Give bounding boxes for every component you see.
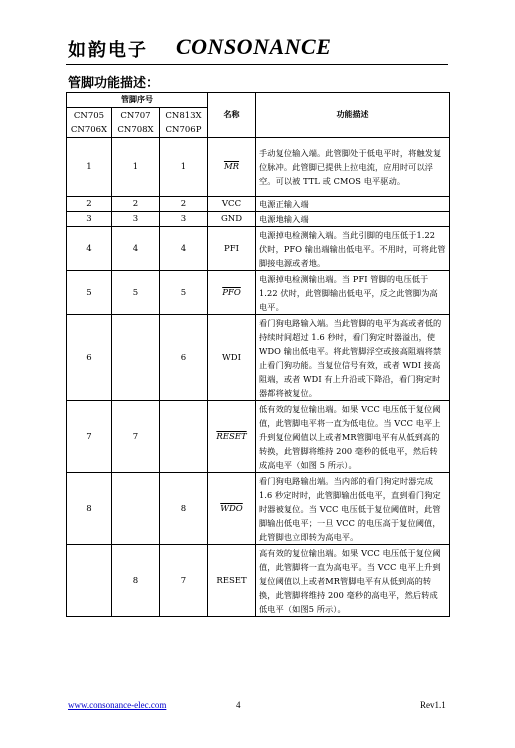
pin-name-cell: RESET bbox=[208, 401, 256, 473]
page-number: 4 bbox=[236, 700, 241, 710]
page-header bbox=[66, 34, 448, 65]
function-description-cell: 电源地输入端 bbox=[256, 212, 450, 227]
pin-number-cell: 6 bbox=[67, 315, 112, 401]
pin-number-cell: 4 bbox=[160, 227, 208, 271]
table-row bbox=[67, 545, 450, 617]
pin-number-cell: 5 bbox=[160, 271, 208, 315]
pin-number-cell: 4 bbox=[112, 227, 160, 271]
table-row bbox=[67, 473, 450, 545]
pin-name-cell: $\overline{PFO}$ bbox=[208, 271, 256, 315]
pin-number-cell bbox=[112, 315, 160, 401]
pin-name-cell: GND bbox=[208, 212, 256, 227]
function-description-cell: 看门狗电路输入端。当此管脚的电平为高或者低的持续时间超过 1.6 秒时，看门狗定时器溢出，使 WDO 输出低电平。将此管脚浮空或接高阻端将禁止看门狗功能。当复位信号有效，或者 WDI 接高阻端，或者 WDI 有上升沿或下降沿，看门狗定时器都将被复位。 bbox=[256, 315, 450, 401]
model-column-header: CN705 CN706X bbox=[67, 108, 112, 138]
function-description-cell: 电源掉电检测输出端。当 PFI 管脚的电压低于 1.22 伏时，此管脚输出低电平，反之此管脚为高电平。 bbox=[256, 271, 450, 315]
table-row bbox=[67, 197, 450, 212]
pin-number-cell: 1 bbox=[67, 138, 112, 197]
table-row bbox=[67, 227, 450, 271]
name-header: 名称 bbox=[208, 93, 256, 138]
table-row bbox=[67, 212, 450, 227]
pin-number-group-header: 管脚序号 bbox=[67, 93, 208, 108]
pin-number-cell: 5 bbox=[67, 271, 112, 315]
pin-number-cell: 3 bbox=[160, 212, 208, 227]
pin-number-cell: 8 bbox=[67, 473, 112, 545]
function-description-cell: 电源掉电检测输入端。当此引脚的电压低于1.22 伏时，PFO 输出端输出低电平。不用时，可将此管脚接电源或者地。 bbox=[256, 227, 450, 271]
function-header: 功能描述 bbox=[256, 93, 450, 138]
function-description-cell: 手动复位输入端。此管脚处于低电平时，将触发复位脉冲。此管脚已提供上拉电流，应用时可以浮空。可以被 TTL 或 CMOS 电平驱动。 bbox=[256, 138, 450, 197]
pin-name-cell: $\overline{MR}$ bbox=[208, 138, 256, 197]
pin-number-cell bbox=[160, 401, 208, 473]
pin-number-cell: 7 bbox=[112, 401, 160, 473]
function-description-cell: 低有效的复位输出端。如果 VCC 电压低于复位阈值，此管脚电平将一直为低电位。当 VCC 电平上升到复位阈值以上或者MR管脚电平有从低到高的转换，此管脚将维持 200 毫秒的低电平，然后转成高电平（如图 5 所示）。 bbox=[256, 401, 450, 473]
pin-number-cell: 3 bbox=[112, 212, 160, 227]
brand-english: CONSONANCE bbox=[176, 34, 332, 59]
pin-function-table bbox=[66, 92, 450, 617]
pin-number-cell: 4 bbox=[67, 227, 112, 271]
pin-name-cell: VCC bbox=[208, 197, 256, 212]
pin-number-cell bbox=[112, 473, 160, 545]
model-column-header: CN813X CN706P bbox=[160, 108, 208, 138]
function-description-cell: 高有效的复位输出端。如果 VCC 电压低于复位阈值，此管脚将一直为高电平。当 VCC 电平上升到复位阈值以上或者MR管脚电平有从低到高的转换，此管脚将维持 200 毫秒的高电平，然后转成低电平（如图5 所示）。 bbox=[256, 545, 450, 617]
pin-number-cell: 2 bbox=[67, 197, 112, 212]
pin-number-cell: 2 bbox=[112, 197, 160, 212]
pin-number-cell: 7 bbox=[160, 545, 208, 617]
pin-number-cell: 7 bbox=[67, 401, 112, 473]
pin-name-cell: PFI bbox=[208, 227, 256, 271]
table-row bbox=[67, 138, 450, 197]
table-row bbox=[67, 271, 450, 315]
pin-number-cell: 6 bbox=[160, 315, 208, 401]
pin-number-cell: 2 bbox=[160, 197, 208, 212]
pin-number-cell bbox=[67, 545, 112, 617]
pin-number-cell: 5 bbox=[112, 271, 160, 315]
pin-number-cell: 1 bbox=[160, 138, 208, 197]
section-title: 管脚功能描述： bbox=[68, 76, 160, 91]
pin-name-cell: $\overline{WDO}$ bbox=[208, 473, 256, 545]
model-column-header: CN707 CN708X bbox=[112, 108, 160, 138]
pin-name-cell: RESET bbox=[208, 545, 256, 617]
table-row bbox=[67, 401, 450, 473]
function-description-cell: 电源正输入端 bbox=[256, 197, 450, 212]
brand-chinese: 如韵电子 bbox=[68, 40, 148, 61]
function-description-cell: 看门狗电路输出端。当内部的看门狗定时器完成 1.6 秒定时时，此管脚输出低电平，直到看门狗定时器被复位。当 VCC 电压低于复位阈值时，此管脚输出低电平；一旦 VCC 的电压高于复位阈值，此管脚也立即转为高电平。 bbox=[256, 473, 450, 545]
pin-number-cell: 3 bbox=[67, 212, 112, 227]
website-link[interactable]: www.consonance-elec.com bbox=[68, 700, 167, 710]
pin-name-cell: WDI bbox=[208, 315, 256, 401]
pin-number-cell: 8 bbox=[112, 545, 160, 617]
pin-number-cell: 8 bbox=[160, 473, 208, 545]
revision-label: Rev1.1 bbox=[420, 700, 446, 710]
table-row bbox=[67, 315, 450, 401]
pin-number-cell: 1 bbox=[112, 138, 160, 197]
